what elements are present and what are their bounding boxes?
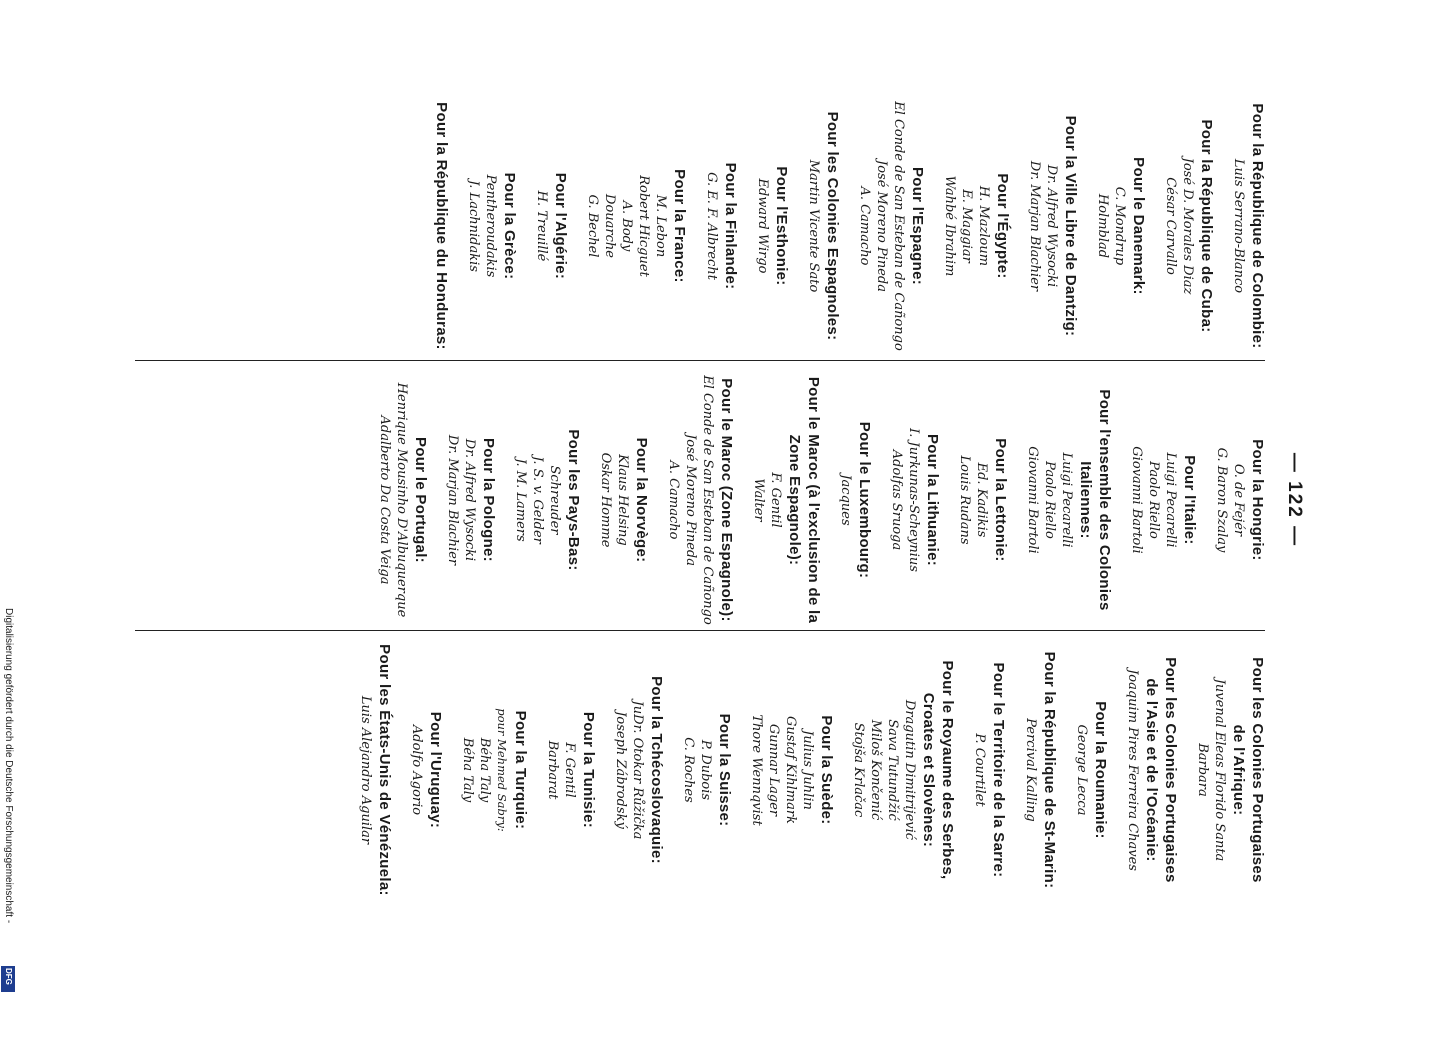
signatory-entry — [1022, 640, 1059, 900]
signatory-names — [941, 96, 992, 356]
country-heading: Pour l'ensemble des Colonies Italiennes: — [1077, 389, 1113, 611]
signatory-name: Holmblad — [1095, 193, 1110, 259]
signatory-name: Edward Wirgo — [755, 178, 770, 274]
country-heading: Pour la Norvège: — [633, 437, 650, 563]
signatory-column-3 — [137, 640, 1267, 1050]
signatory-names — [444, 370, 478, 630]
signatory-entry — [748, 640, 836, 900]
signatory-entry — [1128, 370, 1199, 630]
signatory-name: Wahbé Ibrahim — [942, 175, 957, 277]
signatory-entry — [754, 96, 791, 356]
signatory-names — [584, 96, 669, 356]
signatory-entry — [750, 370, 823, 630]
signatory-name: César Carvallo — [1163, 177, 1178, 275]
signatory-names — [1213, 370, 1247, 630]
country-heading: Pour la Lithuanie: — [924, 433, 941, 567]
country-heading: Pour le Portugal: — [412, 437, 429, 563]
signatory-name: Douarche — [602, 194, 617, 258]
country-heading: Pour le Territoire de la Sarre: — [990, 662, 1007, 878]
country-heading: Pour les États-Unis de Vénézuela: — [376, 644, 393, 896]
signatory-names — [748, 640, 816, 900]
signatory-name: P. Courtilet — [972, 733, 987, 807]
signatory-entry — [1024, 370, 1114, 630]
signatory-entry — [612, 640, 666, 900]
signatory-name: José D. Morales Diaz — [1180, 157, 1195, 295]
signatory-entry — [1162, 96, 1216, 356]
signatory-name: Stojša Krlačac — [851, 722, 866, 818]
signatory-names — [459, 640, 510, 900]
signatory-name: E. Maggiar — [959, 189, 974, 263]
signatory-entry — [703, 96, 740, 356]
signatory-entry — [432, 96, 451, 356]
signatory-names — [612, 640, 646, 900]
signatory-name: G. Bechel — [585, 194, 600, 258]
signatory-entry — [837, 370, 874, 630]
signatory-name: G. Baron Szalay — [1214, 447, 1229, 553]
signatory-name: H. Mazloum — [976, 185, 991, 267]
signatory-entry — [533, 96, 570, 356]
signatory-names — [805, 96, 822, 356]
page-number: — 122 — — [1284, 452, 1305, 548]
country-heading: Pour la République du Honduras: — [433, 102, 450, 350]
country-heading: Pour la République de Colombie: — [1249, 103, 1266, 349]
signatory-entry — [971, 640, 1008, 900]
signatory-entry — [512, 370, 583, 630]
signatory-name: P. Dubois — [698, 739, 713, 801]
country-heading: Pour les Colonies Espagnoles: — [824, 111, 841, 341]
signatory-names — [376, 370, 410, 630]
signatory-name: Barbara — [1195, 743, 1210, 797]
signatory-entry — [850, 640, 957, 900]
signatory-name: Barbarat — [545, 740, 560, 800]
signatory-name: A. Body — [619, 200, 634, 252]
signatory-entry — [444, 370, 498, 630]
signatory-names — [1230, 96, 1247, 356]
signatory-entry — [597, 370, 651, 630]
signatory-names — [856, 96, 907, 356]
signatory-names — [1124, 640, 1141, 900]
country-heading: Pour la Suède: — [818, 715, 835, 825]
signatory-name: A. Camacho — [857, 186, 872, 266]
signatory-name: Luis Alejandro Aguilar — [358, 695, 373, 845]
signatory-name: G. E. F. Albrecht — [704, 172, 719, 280]
country-heading: Pour la Hongrie: — [1249, 439, 1266, 561]
signatory-name: Gustaf Kihlmark — [783, 716, 798, 824]
country-heading: Pour le Royaume des Serbes, Croates et Slovènes: — [920, 660, 956, 880]
signatory-entry — [1073, 640, 1110, 900]
dfg-logo — [1, 966, 15, 992]
signatory-names — [1073, 640, 1090, 900]
signatory-name: Dr. Marjan Blachier — [445, 434, 460, 566]
signatory-names — [512, 370, 563, 630]
signatory-entry — [665, 370, 736, 630]
country-heading: Pour la Suisse: — [716, 713, 733, 827]
digitization-note — [3, 608, 15, 968]
signatory-names — [1194, 640, 1228, 900]
signatory-names — [1094, 96, 1128, 356]
signatory-name: H. Treuillé — [534, 190, 549, 262]
country-heading: Pour l'Uruguay: — [427, 711, 444, 829]
signatory-name: O. de Fejér — [1231, 463, 1246, 537]
signatory-names — [956, 370, 990, 630]
signatory-entry — [584, 96, 689, 356]
dfg-logo-text: DFG — [4, 968, 13, 985]
signatory-name: Ed. Kadikis — [974, 462, 989, 538]
signatory-name: Paolo Riello — [1042, 461, 1057, 539]
signatory-entry — [941, 96, 1012, 356]
signatory-name: Dr. Alfred Wysocki — [1044, 164, 1059, 288]
signatory-name: Oskar Homme — [598, 452, 613, 548]
signatory-names — [1026, 96, 1060, 356]
signatory-name: El Conde de San Esteban de Cañongo — [700, 375, 715, 625]
signatory-entry — [408, 640, 445, 900]
country-heading: Pour les Pays-Bas: — [565, 429, 582, 571]
signatory-name: F. Gentil — [768, 472, 783, 528]
signatory-name: Julius Juhlin — [800, 730, 815, 810]
signatory-names — [665, 370, 716, 630]
signatory-name: Dragutin Dimitrijević — [902, 699, 917, 841]
signatory-entry — [1194, 640, 1267, 900]
country-heading: Pour les Colonies Portugaises de l'Asie et de l'Océanie: — [1143, 657, 1179, 883]
signatory-names — [544, 640, 578, 900]
signatory-names — [1022, 640, 1039, 900]
signatory-name: Schreuder — [547, 465, 562, 535]
country-heading: Pour les Colonies Portugaises de l'Afrique: — [1230, 657, 1266, 883]
signatory-entry — [888, 370, 942, 630]
signatory-name: Béha Taly — [460, 737, 475, 803]
signatory-entry — [856, 96, 927, 356]
signatory-entry — [1094, 96, 1148, 356]
signatory-names — [754, 96, 771, 356]
signatory-name: Miloš Končenić — [868, 719, 883, 821]
country-heading: Pour la Ville Libre de Dantzig: — [1062, 115, 1079, 337]
signatory-name: Adolfo Agorio — [409, 724, 424, 816]
signatory-entry — [1230, 96, 1267, 356]
signatory-names — [837, 370, 854, 630]
signatory-names — [465, 96, 499, 356]
signatory-name: Henrique Mousinho D'Albuquerque — [394, 382, 409, 618]
signatory-names — [533, 96, 550, 356]
country-heading: Pour l'Italie: — [1181, 455, 1198, 545]
signatory-name: Gunnar Lager — [766, 723, 781, 817]
country-heading: Pour la Roumanie: — [1092, 701, 1109, 839]
signatory-name: Béha Taly — [477, 737, 492, 803]
country-heading: Pour la Tunisie: — [580, 711, 597, 829]
country-heading: Pour la Lettonie: — [992, 438, 1009, 562]
signatory-names — [971, 640, 988, 900]
signatory-name: C. Mondrup — [1112, 186, 1127, 266]
signatory-name: I. Jurkunas-Scheynius — [906, 428, 921, 572]
signatory-names — [1162, 96, 1196, 356]
signatory-name: pour Mehmed Sabry: — [495, 708, 509, 832]
signatory-name: Joaquim Pires Ferreira Chaves — [1125, 669, 1140, 871]
signatory-name: Martin Vicente Sato — [806, 159, 821, 293]
signatory-name: Walter — [751, 478, 766, 522]
signatory-names — [750, 370, 784, 630]
signatory-name: J. S. v. Gelder — [530, 456, 545, 544]
signatory-name: J. M. Lamers — [513, 458, 528, 542]
signatory-name: Sava Tutundžić — [885, 719, 900, 821]
signatory-name: Louis Rudans — [957, 455, 972, 545]
signatory-entry — [544, 640, 598, 900]
country-heading: Pour la République de Cuba: — [1198, 119, 1215, 333]
country-heading: Pour la Finlande: — [722, 162, 739, 290]
signatory-name: José Moreno Pineda — [683, 434, 698, 566]
country-heading: Pour la Grèce: — [501, 172, 518, 280]
document-page — [135, 60, 1305, 940]
country-heading: Pour le Luxembourg: — [856, 421, 873, 579]
signatory-entry — [465, 96, 519, 356]
signatory-name: Adalberto Da Costa Veiga — [377, 415, 392, 585]
signatory-entry — [956, 370, 1010, 630]
signatory-names — [703, 96, 720, 356]
signatory-entry — [1124, 640, 1180, 900]
country-heading: Pour l'Espagne: — [909, 166, 926, 286]
signatory-entry — [357, 640, 394, 900]
country-heading: Pour le Maroc (Zone Espagnole): — [718, 378, 735, 622]
country-heading: Pour l'Égypte: — [994, 173, 1011, 279]
signatory-entry — [459, 640, 530, 900]
signatory-name: Paolo Riello — [1146, 461, 1161, 539]
signatory-name: Luigi Pecarelli — [1059, 452, 1074, 548]
signatory-names — [1024, 370, 1075, 630]
signatory-name: El Conde de San Esteban de Cañongo — [891, 101, 906, 351]
signatory-name: Dr. Alfred Wysocki — [462, 438, 477, 562]
signatory-name: Luigi Pecarelli — [1163, 452, 1178, 548]
signatory-names — [408, 640, 425, 900]
signatory-names — [888, 370, 922, 630]
country-heading: Pour la Tchécoslovaquie: — [648, 676, 665, 864]
signatory-name: Giovanni Bartoli — [1129, 446, 1144, 554]
signatory-names — [357, 640, 374, 900]
signatory-name: Jacques — [838, 474, 853, 526]
signatory-name: George Lecca — [1074, 724, 1089, 816]
signatory-name: Percival Kalling — [1023, 718, 1038, 822]
signatory-name: Dr. Marjan Blachier — [1027, 160, 1042, 292]
signatory-names — [850, 640, 918, 900]
signatory-name: Thore Wennqvist — [749, 714, 764, 826]
signatory-name: M. Lebon — [653, 194, 668, 258]
signatory-name: Klaus Helsing — [615, 454, 630, 546]
signatory-names — [680, 640, 714, 900]
signatory-name: Giovanni Bartoli — [1025, 446, 1040, 554]
signatory-name: Robert Hicguet — [636, 175, 651, 277]
signatory-name: F. Gentil — [562, 742, 577, 798]
country-heading: Pour la Turquie: — [512, 710, 529, 830]
signatory-name: J. Lachnidakis — [466, 180, 481, 272]
country-heading: Pour le Danemark: — [1130, 157, 1147, 295]
signatory-name: Adolfas Sruoga — [889, 449, 904, 551]
country-heading: Pour l'Esthonie: — [773, 166, 790, 286]
signatory-entry — [680, 640, 734, 900]
signatory-name: C. Roches — [681, 737, 696, 803]
signatory-name: JuDr. Otokar Růžička — [630, 700, 645, 840]
signatory-name: José Moreno Pineda — [874, 160, 889, 292]
country-heading: Pour l'Algérie: — [552, 172, 569, 280]
country-heading: Pour le Maroc (à l'exclusion de la Zone Espagnole): — [786, 376, 822, 624]
signatory-name: A. Camacho — [666, 460, 681, 540]
signatory-name: Pentheroudakis — [483, 174, 498, 278]
country-heading: Pour la République de St-Marin: — [1041, 651, 1058, 889]
country-heading: Pour la Pologne: — [480, 438, 497, 562]
signatory-name: Joseph Zábrodský — [613, 711, 628, 829]
signatory-name: Juvenal Eleas Florido Santa — [1212, 678, 1227, 862]
digitization-note-text: Digitalisierung gefördert durch die Deutsche Forschungsgemeinschaft - — [3, 608, 14, 924]
signatory-name: Luis Serrano-Blanco — [1231, 158, 1246, 294]
signatory-entry — [805, 96, 842, 356]
country-heading: Pour la France: — [671, 169, 688, 283]
signatory-names — [1128, 370, 1179, 630]
signatory-entry — [1213, 370, 1267, 630]
signatory-entry — [376, 370, 430, 630]
signatory-names — [597, 370, 631, 630]
signatory-entry — [1026, 96, 1080, 356]
